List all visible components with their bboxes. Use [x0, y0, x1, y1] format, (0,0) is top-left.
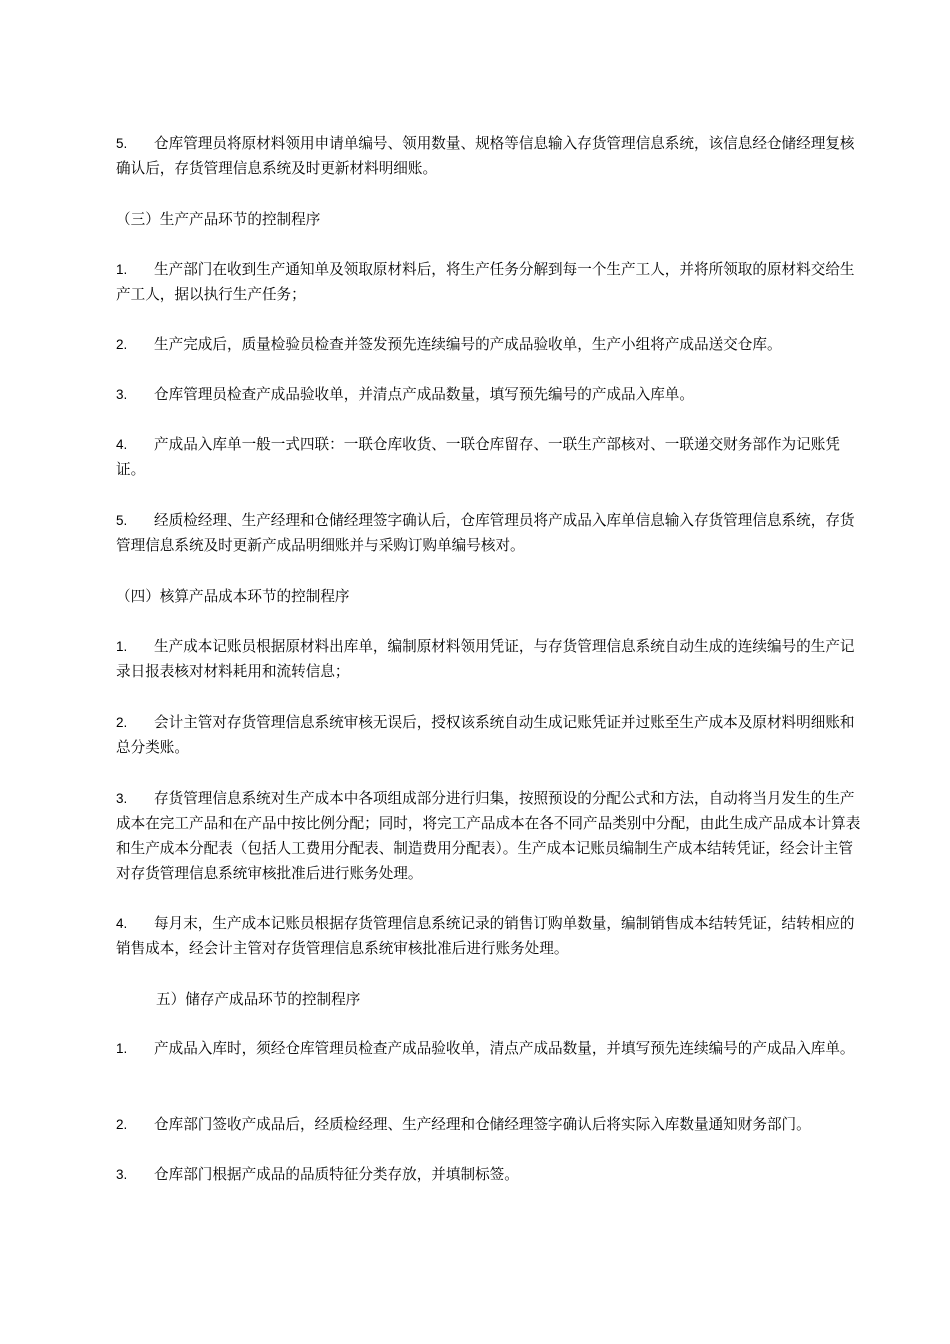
item-text: 每月末，生产成本记账员根据存货管理信息系统记录的销售订购单数量，编制销售成本结转凭证，结转相应的销售成本，经会计主管对存货管理信息系统审核批准后进行账务处理。 — [116, 915, 855, 957]
list-item — [116, 432, 866, 482]
item-number: 2. — [116, 337, 128, 352]
list-item — [116, 332, 866, 357]
item-number: 4. — [116, 437, 128, 452]
item-number: 5. — [116, 136, 128, 151]
section-heading: 五）储存产成品环节的控制程序 — [156, 991, 361, 1008]
list-item — [116, 131, 866, 181]
item-text: 仓库部门签收产成品后，经质检经理、生产经理和仓储经理签字确认后将实际入库数量通知财务部门。 — [154, 1116, 811, 1133]
list-item — [116, 634, 866, 684]
item-text: 生产完成后，质量检验员检查并签发预先连续编号的产成品验收单，生产小组将产成品送交仓库。 — [154, 336, 782, 353]
item-number: 3. — [116, 791, 128, 806]
item-text: 产成品入库时，须经仓库管理员检查产成品验收单，清点产成品数量，并填写预先连续编号的产成品入库单。 — [154, 1040, 855, 1057]
list-item — [116, 382, 866, 407]
item-text: 仓库部门根据产成品的品质特征分类存放，并填制标签。 — [154, 1166, 519, 1183]
list-item — [116, 1162, 866, 1187]
list-item — [116, 710, 866, 760]
item-number: 3. — [116, 387, 128, 402]
item-text: 会计主管对存货管理信息系统审核无误后，授权该系统自动生成记账凭证并过账至生产成本及原材料明细账和总分类账。 — [116, 714, 855, 756]
item-text: 仓库管理员将原材料领用申请单编号、领用数量、规格等信息输入存货管理信息系统，该信息经仓储经理复核确认后，存货管理信息系统及时更新材料明细账。 — [116, 135, 855, 177]
item-number: 4. — [116, 916, 128, 931]
item-number: 1. — [116, 639, 128, 654]
item-text: 存货管理信息系统对生产成本中各项组成部分进行归集，按照预设的分配公式和方法，自动将当月发生的生产成本在完工产品和在产品中按比例分配；同时，将完工产品成本在各不同产品类别中分配，由此生成产品成本计算表和生产成本分配表（包括人工费用分配表、制造费用分配表）。生产成本记账员编制生产成本结转凭证，经会计主管对存货管理信息系统审核批准后进行账务处理。 — [116, 790, 861, 882]
item-number: 5. — [116, 513, 128, 528]
list-item — [116, 911, 866, 961]
item-text: 经质检经理、生产经理和仓储经理签字确认后，仓库管理员将产成品入库单信息输入存货管理信息系统，存货管理信息系统及时更新产成品明细账并与采购订购单编号核对。 — [116, 512, 855, 554]
list-item — [116, 1112, 876, 1137]
item-number: 1. — [116, 1041, 128, 1056]
item-number: 3. — [116, 1167, 128, 1182]
item-text: 产成品入库单一般一式四联：一联仓库收货、一联仓库留存、一联生产部核对、一联递交财务部作为记账凭证。 — [116, 436, 840, 478]
item-text: 生产成本记账员根据原材料出库单，编制原材料领用凭证，与存货管理信息系统自动生成的连续编号的生产记录日报表核对材料耗用和流转信息； — [116, 638, 855, 680]
item-text: 生产部门在收到生产通知单及领取原材料后，将生产任务分解到每一个生产工人，并将所领取的原材料交给生产工人，据以执行生产任务； — [116, 261, 855, 303]
item-number: 1. — [116, 262, 128, 277]
item-text: 仓库管理员检查产成品验收单，并清点产成品数量，填写预先编号的产成品入库单。 — [154, 386, 694, 403]
list-item — [116, 257, 866, 307]
section-heading: （三）生产产品环节的控制程序 — [116, 211, 321, 228]
item-number: 2. — [116, 1117, 128, 1132]
list-item — [116, 508, 866, 558]
list-item — [116, 786, 866, 886]
item-number: 2. — [116, 715, 128, 730]
section-heading: （四）核算产品成本环节的控制程序 — [116, 588, 350, 605]
list-item — [116, 1036, 866, 1061]
